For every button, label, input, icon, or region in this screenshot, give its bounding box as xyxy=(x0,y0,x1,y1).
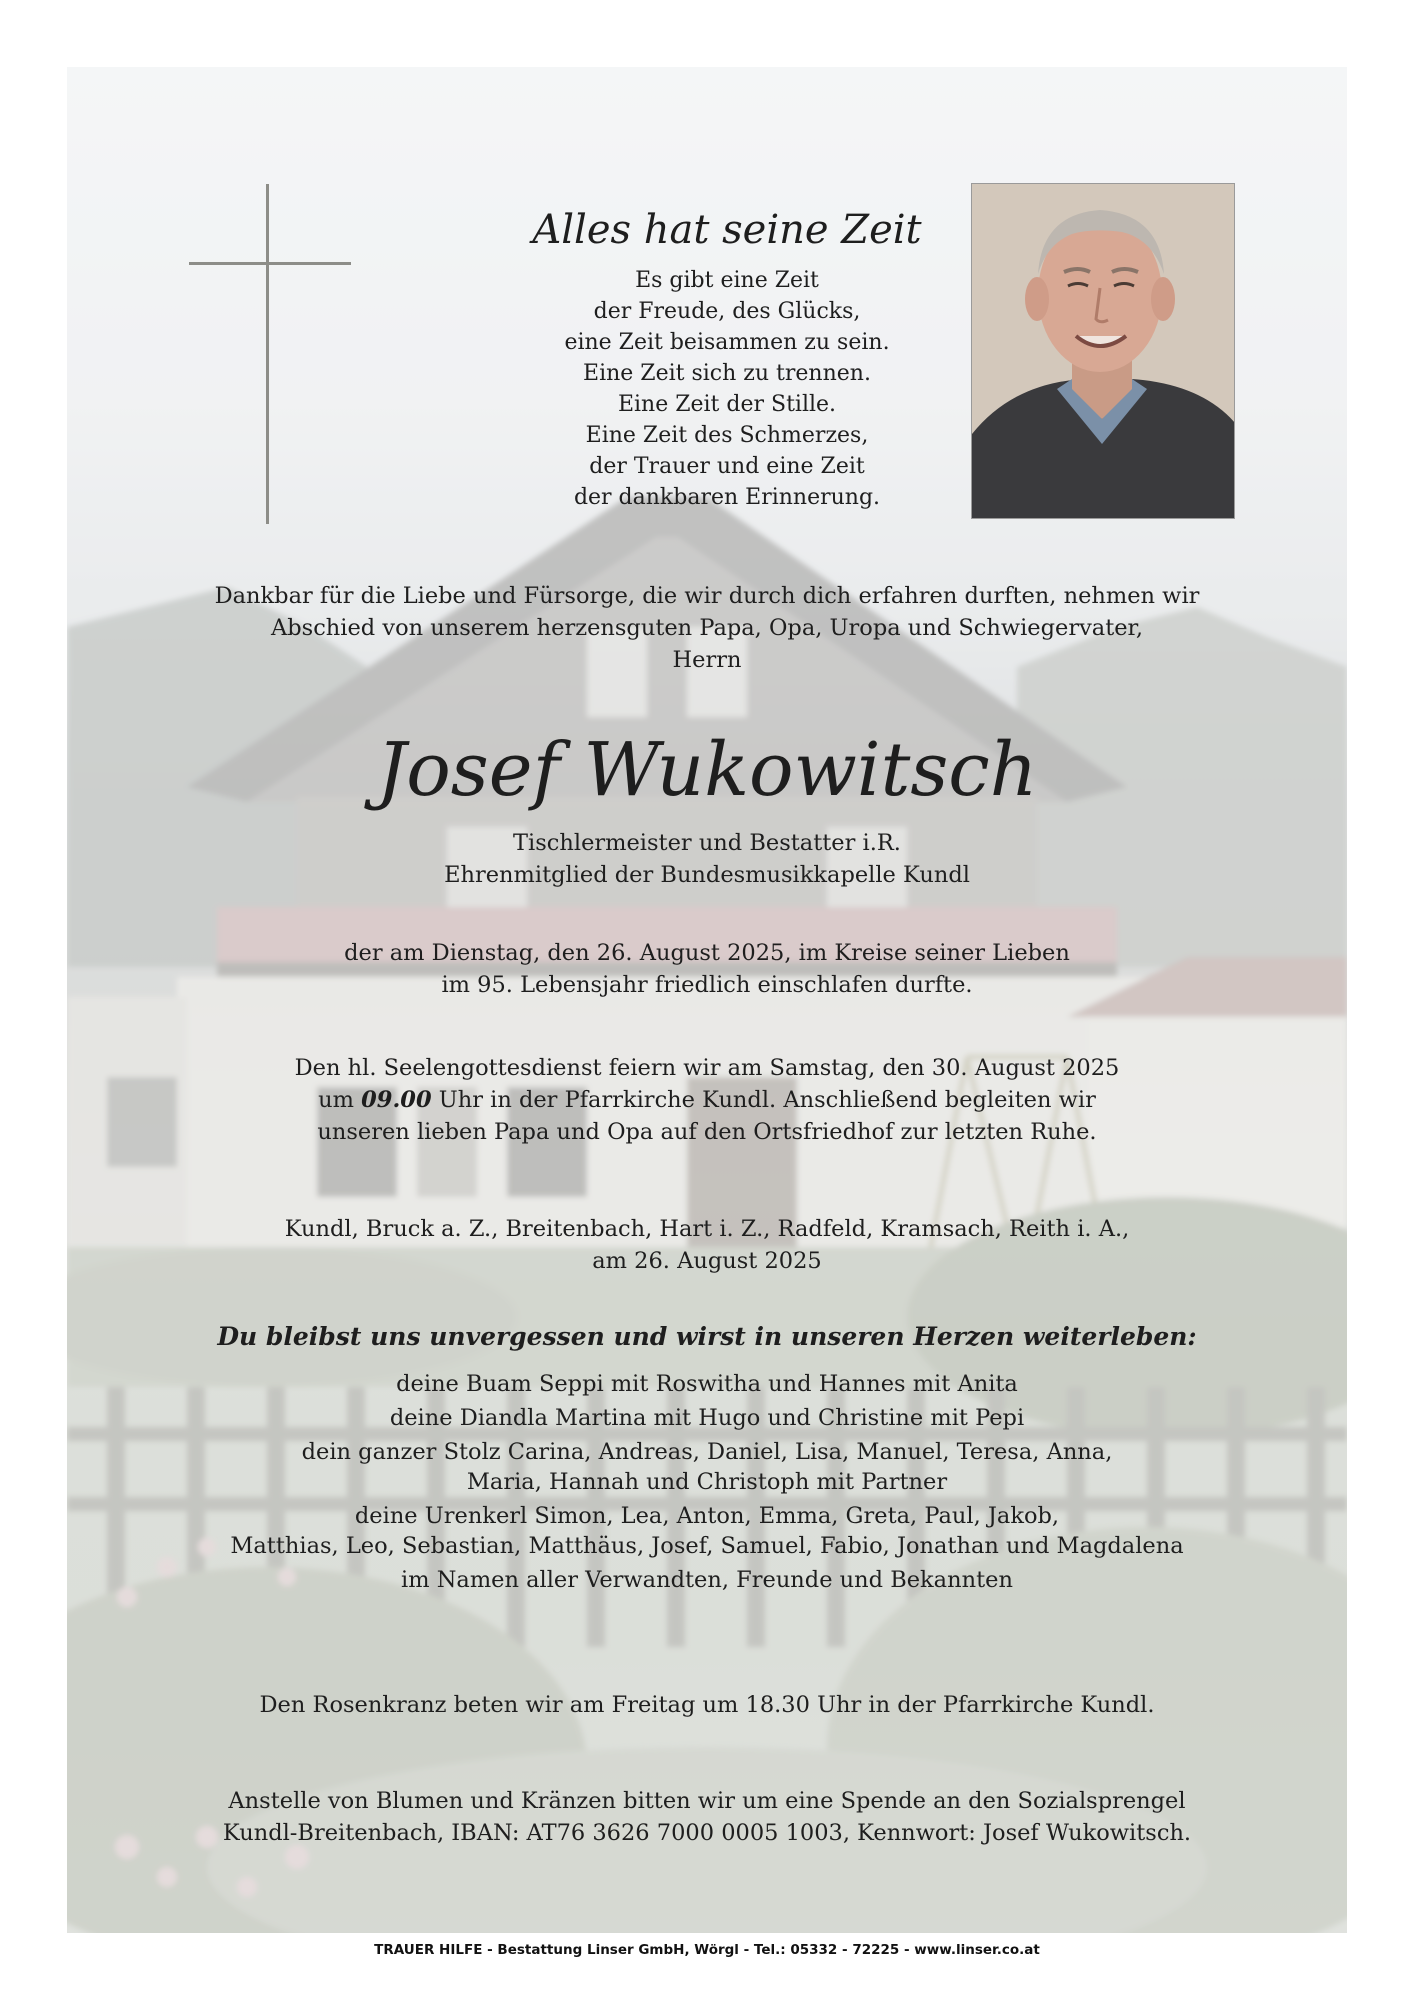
poem-line: eine Zeit beisammen zu sein. xyxy=(564,330,890,355)
donation-line: Kundl-Breitenbach, IBAN: AT76 3626 7000 0005 1003, Kennwort: Josef Wukowitsch. xyxy=(222,1820,1192,1846)
obituary-card xyxy=(67,67,1347,1933)
quote-title: Alles hat seine Zeit xyxy=(532,207,922,253)
mourner-line: dein ganzer Stolz Carina, Andreas, Daniel, Lisa, Manuel, Teresa, Anna, xyxy=(301,1439,1113,1465)
poem-line: Eine Zeit der Stille. xyxy=(617,392,837,417)
death-notice xyxy=(67,937,1347,1001)
death-line: im 95. Lebensjahr friedlich einschlafen durfte. xyxy=(441,972,973,998)
poem-line: der dankbaren Erinnerung. xyxy=(573,485,881,510)
poem-block xyxy=(447,265,1007,513)
title-line: Ehrenmitglied der Bundesmusikkapelle Kundl xyxy=(444,862,970,888)
intro-text xyxy=(67,580,1347,676)
deceased-name: Josef Wukowitsch xyxy=(376,727,1038,813)
death-line: der am Dienstag, den 26. August 2025, im Kreise seiner Lieben xyxy=(344,940,1070,966)
service-line xyxy=(67,1084,1347,1116)
title-line: Tischlermeister und Bestatter i.R. xyxy=(513,830,901,856)
intro-line: Abschied von unserem herzensguten Papa, Opa, Uropa und Schwiegervater, xyxy=(271,615,1143,641)
donation-notice xyxy=(67,1785,1347,1849)
mourners-heading: Du bleibst uns unvergessen und wirst in unseren Herzen weiterleben: xyxy=(217,1322,1197,1351)
mourner-line: Matthias, Leo, Sebastian, Matthäus, Josef, Samuel, Fabio, Jonathan und Magdalena xyxy=(230,1533,1184,1559)
service-line-text: um xyxy=(318,1087,362,1113)
service-line: unseren lieben Papa und Opa auf den Ortsfriedhof zur letzten Ruhe. xyxy=(317,1119,1097,1145)
cross-icon xyxy=(189,184,351,524)
service-notice xyxy=(67,1052,1347,1148)
place-line: Kundl, Bruck a. Z., Breitenbach, Hart i. Z., Radfeld, Kramsach, Reith i. A., xyxy=(284,1216,1130,1242)
intro-line: Dankbar für die Liebe und Fürsorge, die wir durch dich erfahren durften, nehmen wir xyxy=(214,583,1200,609)
service-time: 09.00 xyxy=(361,1087,432,1113)
rosary-notice: Den Rosenkranz beten wir am Freitag um 18.30 Uhr in der Pfarrkirche Kundl. xyxy=(259,1692,1155,1718)
poem-line: Eine Zeit des Schmerzes, xyxy=(585,423,869,448)
mourner-line: deine Urenkerl Simon, Lea, Anton, Emma, Greta, Paul, Jakob, xyxy=(354,1503,1060,1529)
footer-credits: TRAUER HILFE - Bestattung Linser GmbH, Wörgl - Tel.: 05332 - 72225 - www.linser.co.at xyxy=(374,1942,1040,1958)
place-line: am 26. August 2025 xyxy=(592,1248,822,1274)
mourner-line: Maria, Hannah und Christoph mit Partner xyxy=(466,1469,948,1495)
portrait-photo xyxy=(971,183,1235,519)
poem-line: Eine Zeit sich zu trennen. xyxy=(583,361,871,386)
donation-line: Anstelle von Blumen und Kränzen bitten wir um eine Spende an den Sozialsprengel xyxy=(228,1788,1186,1814)
mourner-line: deine Diandla Martina mit Hugo und Christine mit Pepi xyxy=(389,1405,1025,1431)
poem-line: der Freude, des Glücks, xyxy=(593,299,861,324)
mourner-line: deine Buam Seppi mit Roswitha und Hannes mit Anita xyxy=(396,1371,1018,1397)
deceased-titles xyxy=(67,827,1347,891)
intro-line: Herrn xyxy=(672,647,742,673)
poem-line: der Trauer und eine Zeit xyxy=(589,454,865,479)
mourners-list xyxy=(67,1367,1347,1597)
poem-line: Es gibt eine Zeit xyxy=(635,268,819,293)
service-line: Den hl. Seelengottesdienst feiern wir am Samstag, den 30. August 2025 xyxy=(294,1055,1120,1081)
place-date xyxy=(67,1213,1347,1277)
mourner-line: im Namen aller Verwandten, Freunde und Bekannten xyxy=(401,1567,1013,1593)
service-line-text: Uhr in der Pfarrkirche Kundl. Anschließend begleiten wir xyxy=(431,1087,1096,1113)
